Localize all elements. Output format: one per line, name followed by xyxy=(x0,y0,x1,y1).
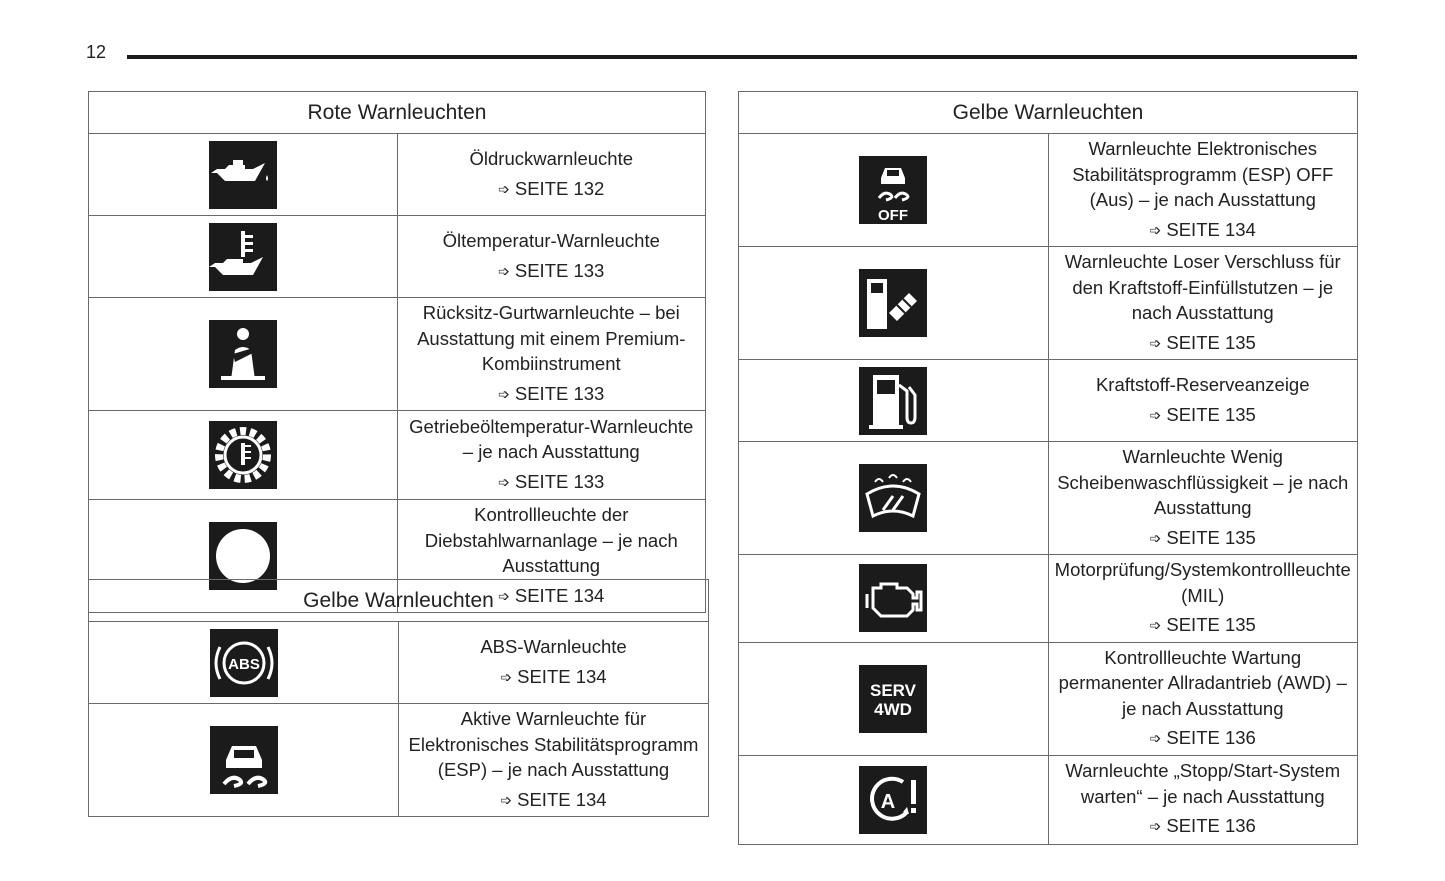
arrow-right-icon: ➩ xyxy=(1149,818,1162,835)
row-text: Warnleuchte „Stopp/Start-System warten“ – je nach Ausstattung xyxy=(1065,760,1341,807)
table-title: Gelbe Warnleuchten xyxy=(739,92,1358,134)
arrow-right-icon: ➩ xyxy=(1149,221,1162,238)
table-row xyxy=(89,134,706,216)
row-text: Warnleuchte Wenig Scheibenwaschflüssigkeit – je nach Ausstattung xyxy=(1057,446,1349,518)
row-text: ABS-Warnleuchte xyxy=(480,636,627,657)
page-reference: ➩ SEITE 133 xyxy=(498,470,605,492)
arrow-right-icon: ➩ xyxy=(500,668,513,685)
yellow-warning-table-right xyxy=(738,91,1358,845)
oil-pressure-icon xyxy=(209,141,277,209)
table-row xyxy=(89,411,706,500)
row-text: Öldruckwarnleuchte xyxy=(469,148,633,169)
page-reference: ➩ SEITE 136 xyxy=(1149,727,1256,748)
arrow-right-icon: ➩ xyxy=(498,385,510,402)
arrow-right-icon: ➩ xyxy=(1149,730,1162,746)
engine-check-icon xyxy=(859,564,927,632)
svg-text:ABS: ABS xyxy=(227,655,260,673)
row-text: Kontrollleuchte Wartung permanenter Allradantrieb (AWD) – je nach Ausstattung xyxy=(1058,646,1347,719)
row-text: Öltemperatur-Warnleuchte xyxy=(442,230,660,251)
page-reference: ➩ SEITE 134 xyxy=(1149,218,1256,240)
arrow-right-icon: ➩ xyxy=(1149,529,1162,546)
page-reference: ➩ SEITE 132 xyxy=(498,177,605,199)
arrow-right-icon: ➩ xyxy=(1149,617,1162,633)
arrow-right-icon: ➩ xyxy=(498,262,510,279)
table-row xyxy=(89,622,709,704)
esp-off-icon xyxy=(859,156,927,224)
serv-4wd-icon xyxy=(859,665,927,733)
table-row xyxy=(89,298,706,411)
transmission-temperature-icon xyxy=(209,421,277,489)
arrow-right-icon: ➩ xyxy=(1149,406,1162,423)
yellow-warning-table-left xyxy=(88,579,709,817)
arrow-right-icon: ➩ xyxy=(500,791,513,808)
page-reference: ➩ SEITE 135 xyxy=(1149,331,1256,353)
page-reference: ➩ SEITE 135 xyxy=(1149,403,1256,425)
page-reference: ➩ SEITE 133 xyxy=(498,259,605,281)
table-title: Rote Warnleuchten xyxy=(89,92,706,134)
svg-text:4WD: 4WD xyxy=(874,699,913,719)
page-number: 12 xyxy=(86,42,107,62)
stop-start-warning-icon xyxy=(859,766,927,834)
svg-text:A: A xyxy=(881,790,896,813)
page-reference: ➩ SEITE 134 xyxy=(500,665,607,687)
arrow-right-icon: ➩ xyxy=(498,587,510,604)
row-text: Kontrollleuchte der Diebstahlwarnanlage – je nach Ausstattung xyxy=(424,504,678,576)
abs-icon xyxy=(210,629,278,697)
page-reference: ➩ SEITE 134 xyxy=(500,788,607,810)
row-text: Rücksitz-Gurtwarnleuchte – bei Ausstattung mit einem Premium-Kombiinstrument xyxy=(417,302,686,374)
row-text: Warnleuchte Loser Verschluss für den Kraftstoff-Einfüllstutzen – je nach Ausstattung xyxy=(1064,251,1341,323)
table-row xyxy=(739,755,1358,844)
row-text: Getriebeöltemperatur-Warnleuchte – je nach Ausstattung xyxy=(409,415,694,463)
page-reference: ➩ SEITE 136 xyxy=(1149,815,1256,837)
table-row xyxy=(739,134,1358,247)
arrow-right-icon: ➩ xyxy=(498,473,510,490)
page-reference: ➩ SEITE 135 xyxy=(1149,526,1256,548)
fuel-pump-icon xyxy=(859,367,927,435)
arrow-right-icon: ➩ xyxy=(1149,334,1162,351)
svg-text:SERV: SERV xyxy=(870,680,917,700)
red-warning-table xyxy=(88,91,706,613)
table-row xyxy=(739,555,1358,643)
oil-temperature-icon xyxy=(209,223,277,291)
loose-fuel-cap-icon xyxy=(859,269,927,337)
table-row xyxy=(89,216,706,298)
seatbelt-icon xyxy=(209,320,277,388)
svg-text:OFF: OFF xyxy=(878,207,909,224)
table-row xyxy=(89,704,709,817)
row-text: Kraftstoff-Reserveanzeige xyxy=(1095,374,1310,395)
row-text: Warnleuchte Elektronisches Stabilitätsprogramm (ESP) OFF (Aus) – je nach Ausstattung xyxy=(1072,138,1334,210)
row-text: Aktive Warnleuchte für Elektronisches Stabilitätsprogramm (ESP) – je nach Ausstattung xyxy=(408,708,699,780)
esp-active-icon xyxy=(210,726,278,794)
row-text: Motorprüfung/Systemkontrollleuchte (MIL) xyxy=(1054,559,1351,606)
arrow-right-icon: ➩ xyxy=(498,180,510,197)
washer-fluid-icon xyxy=(859,464,927,532)
page-reference: ➩ SEITE 134 xyxy=(498,584,605,606)
page-reference: ➩ SEITE 135 xyxy=(1149,614,1256,635)
header-rule xyxy=(127,55,1357,59)
table-row xyxy=(739,442,1358,555)
table-row xyxy=(739,360,1358,442)
table-row xyxy=(739,247,1358,360)
table-title: Gelbe Warnleuchten xyxy=(89,580,709,622)
page-reference: ➩ SEITE 133 xyxy=(498,382,605,404)
table-row xyxy=(739,642,1358,755)
